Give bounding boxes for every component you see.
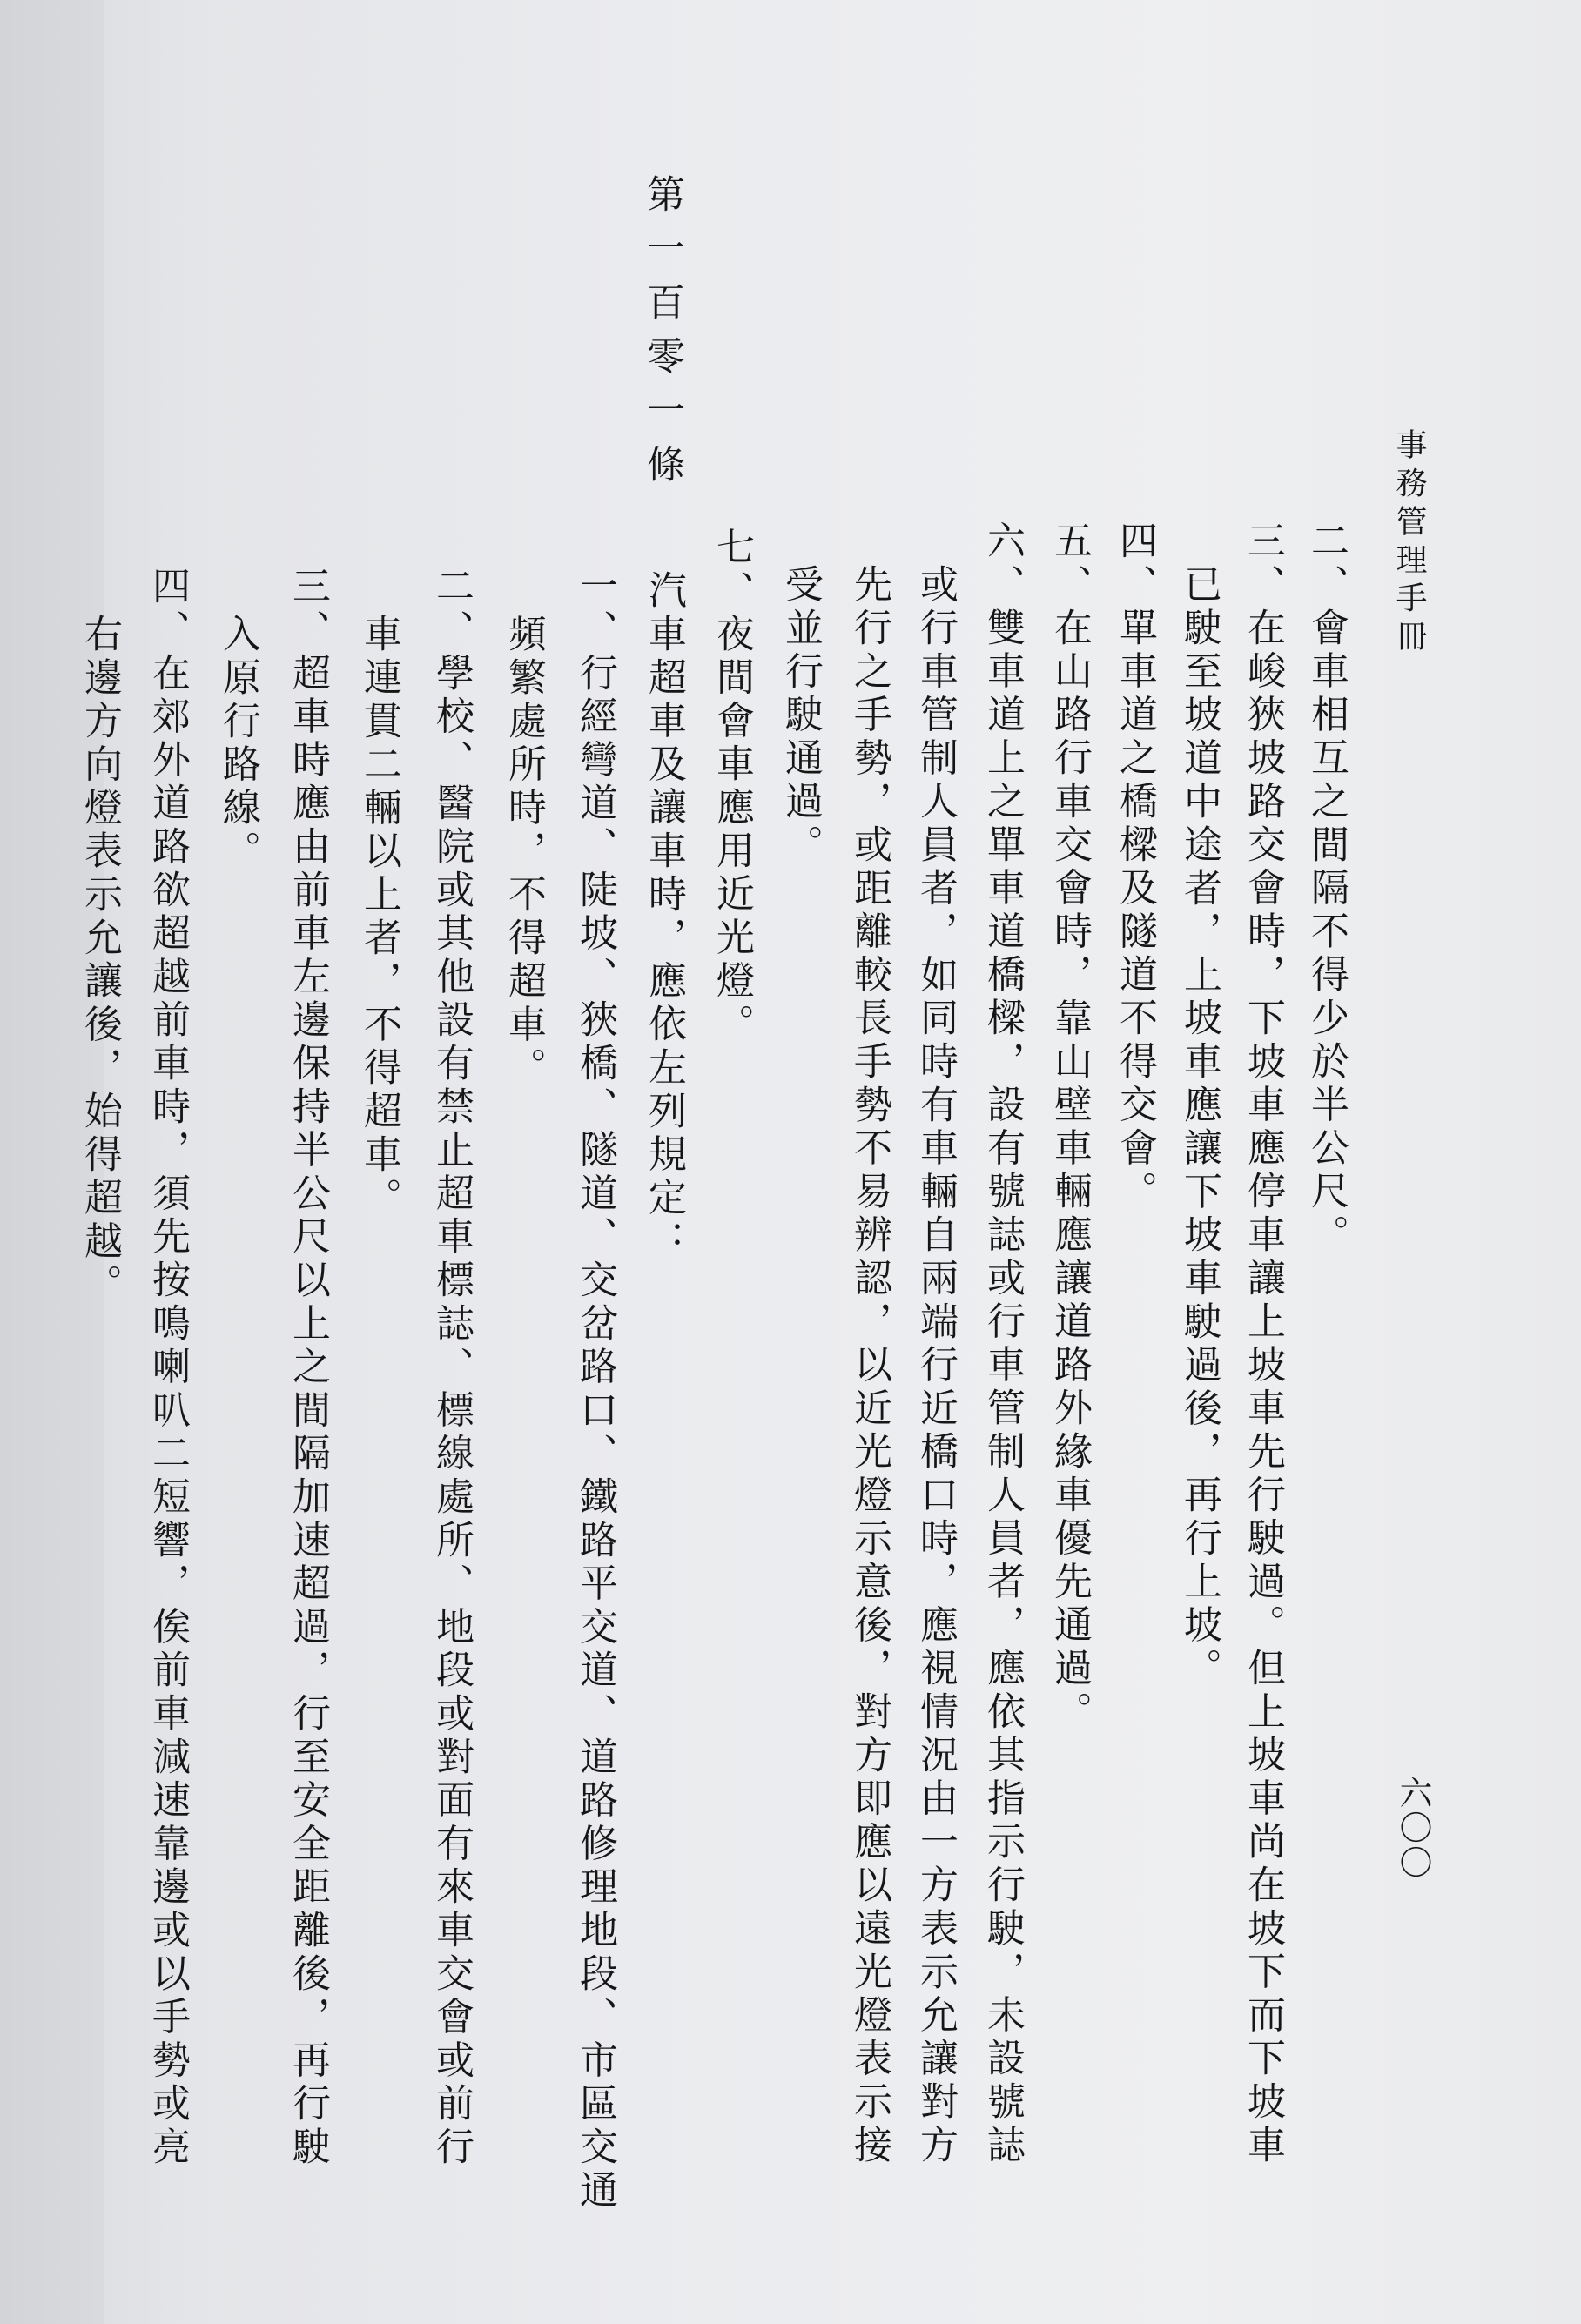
text-line: 入原行路線。 [216,614,260,874]
text-line: 三、超車時應由前車左邊保持半公尺以上之間隔加速超過，行至安全距離後，再行駛 [286,566,330,2170]
page-number: 六〇〇 [1394,1776,1432,1880]
article-heading: 第一百零一條 [640,174,684,498]
running-header: 事務管理手冊 [1391,428,1427,658]
text-line: 六、雙車道上之單車道橋樑，設有號誌或行車管制人員者，應依其指示行駛，未設號誌 [980,521,1025,2168]
text-line: 先行之手勢，或距離較長手勢不易辨認，以近光燈示意後，對方即應以遠光燈表示接 [847,564,891,2168]
text-line: 五、在山路行車交會時，靠山壁車輛應讓道路外緣車優先通過。 [1047,521,1092,1735]
text-line: 二、會車相互之間隔不得少於半公尺。 [1304,521,1349,1258]
text-line: 一、行經彎道、陡坡、狹橋、隧道、交岔路口、鐵路平交道、道路修理地段、市區交通 [573,566,617,2213]
text-line: 已駛至坡道中途者，上坡車應讓下坡車駛過後，再行上坡。 [1177,564,1221,1691]
text-line: 四、單車道之橋樑及隧道不得交會。 [1113,521,1157,1214]
text-line: 受並行駛通過。 [778,564,823,868]
text-line: 三、在峻狹坡路交會時，下坡車應停車讓上坡車先行駛過。但上坡車尚在坡下而下坡車 [1241,521,1285,2168]
text-line: 七、夜間會車應用近光燈。 [710,527,754,1047]
text-line: 車連貫二輛以上者，不得超車。 [357,614,401,1221]
text-line: 右邊方向燈表示允讓後，始得超越。 [77,614,122,1307]
text-line: 頻繁處所時，不得超車。 [501,614,546,1091]
text-line: 四、在郊外道路欲超越前車時，須先按鳴喇叭二短響，俟前車減速靠邊或以手勢或亮 [145,566,190,2170]
text-line: 二、學校、醫院或其他設有禁止超車標誌、標線處所、地段或對面有來車交會或前行 [429,566,474,2170]
text-line: 或行車管制人員者，如同時有車輛自兩端行近橋口時，應視情況由一方表示允讓對方 [913,564,958,2168]
article-intro: 汽車超車及讓車時，應依左列規定： [642,570,686,1264]
